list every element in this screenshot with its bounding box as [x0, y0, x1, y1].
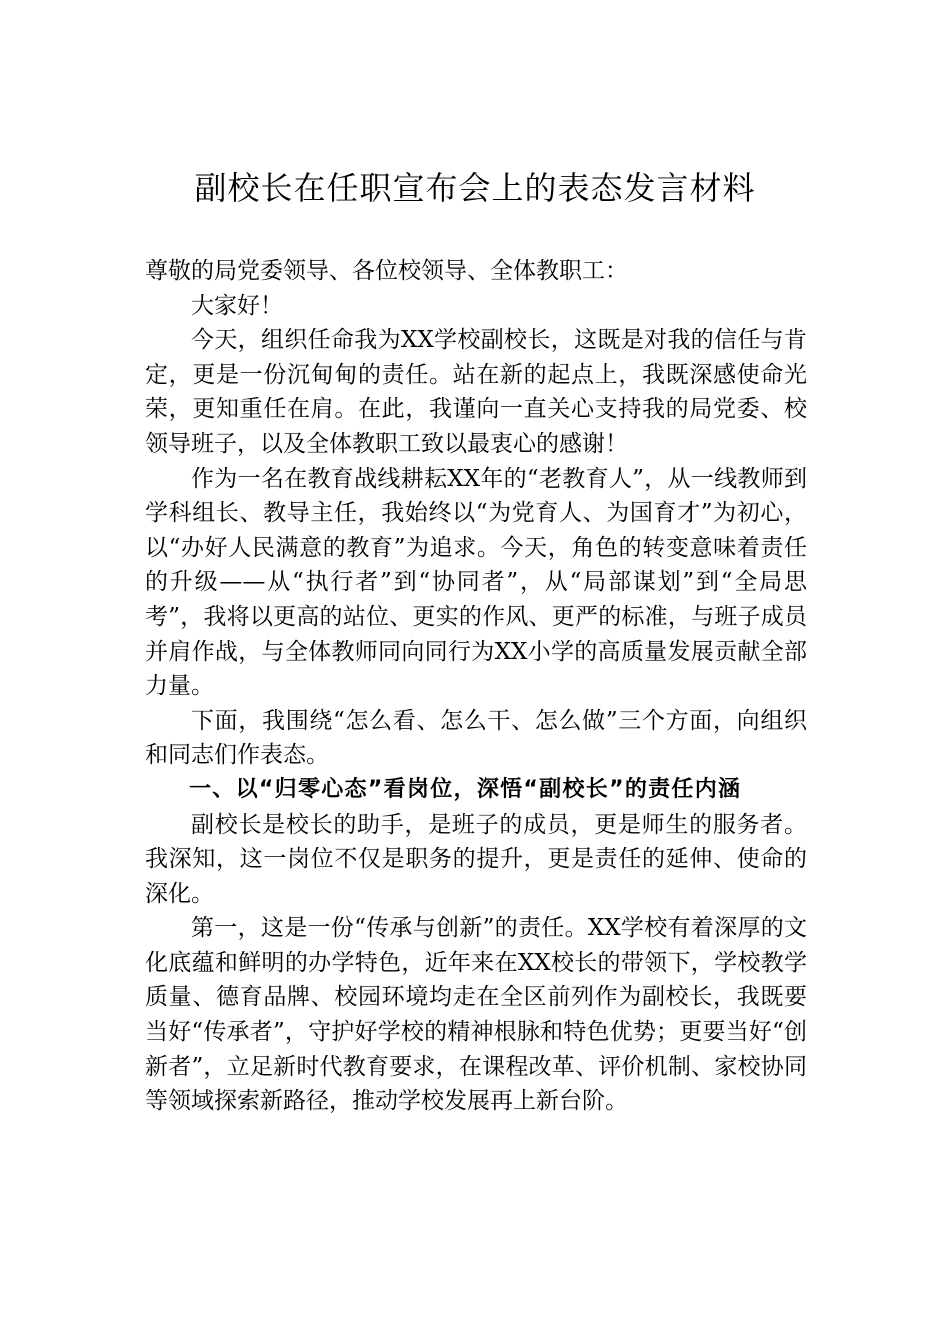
- document-title: 副校长在任职宣布会上的表态发言材料: [194, 169, 756, 207]
- paragraph-role: 副校长是校长的助手，是班子的成员，更是师生的服务者。我深知，这一岗位不仅是职务的提升，更是责任的延伸、使命的深化。: [145, 811, 807, 907]
- greeting: 大家好！: [191, 292, 283, 319]
- salutation: 尊敬的局党委领导、各位校领导、全体教职工：: [145, 258, 628, 284]
- section-heading: 一、以“归零心态”看岗位，深悟“副校长”的责任内涵: [189, 776, 742, 802]
- paragraph-outline: 下面，我围绕“怎么看、怎么干、怎么做”三个方面，向组织和同志们作表态。: [145, 707, 807, 769]
- paragraph-first-point: 第一，这是一份“传承与创新”的责任。XX学校有着深厚的文化底蕴和鲜明的办学特色，近年来在XX校长的带领下，学校教学质量、德育品牌、校园环境均走在全区前列作为副校长，我既要当好“传承者”，守护好学校的精神根脉和特色优势；更要当好“创新者”，立足新时代教育要求，在课程改革、评价机制、家校协同等领域探索新路径，推动学校发展再上新台阶。: [145, 915, 807, 1115]
- paragraph-background: 作为一名在教育战线耕耘XX年的“老教育人”，从一线教师到学科组长、教导主任，我始终以“为党育人、为国育才”为初心，以“办好人民满意的教育”为追求。今天，角色的转变意味着责任的升级——从“执行者”到“协同者”，从“局部谋划”到“全局思考”，我将以更高的站位、更实的作风、更严的标准，与班子成员并肩作战，与全体教师同向同行为XX小学的高质量发展贡献全部力量。: [145, 465, 807, 700]
- document-body: [145, 254, 807, 1119]
- paragraph-appointment: 今天，组织任命我为XX学校副校长，这既是对我的信任与肯定，更是一份沉甸甸的责任。站在新的起点上，我既深感使命光荣，更知重任在肩。在此，我谨向一直关心支持我的局党委、校领导班子，以及全体教职工致以最衷心的感谢！: [145, 327, 807, 457]
